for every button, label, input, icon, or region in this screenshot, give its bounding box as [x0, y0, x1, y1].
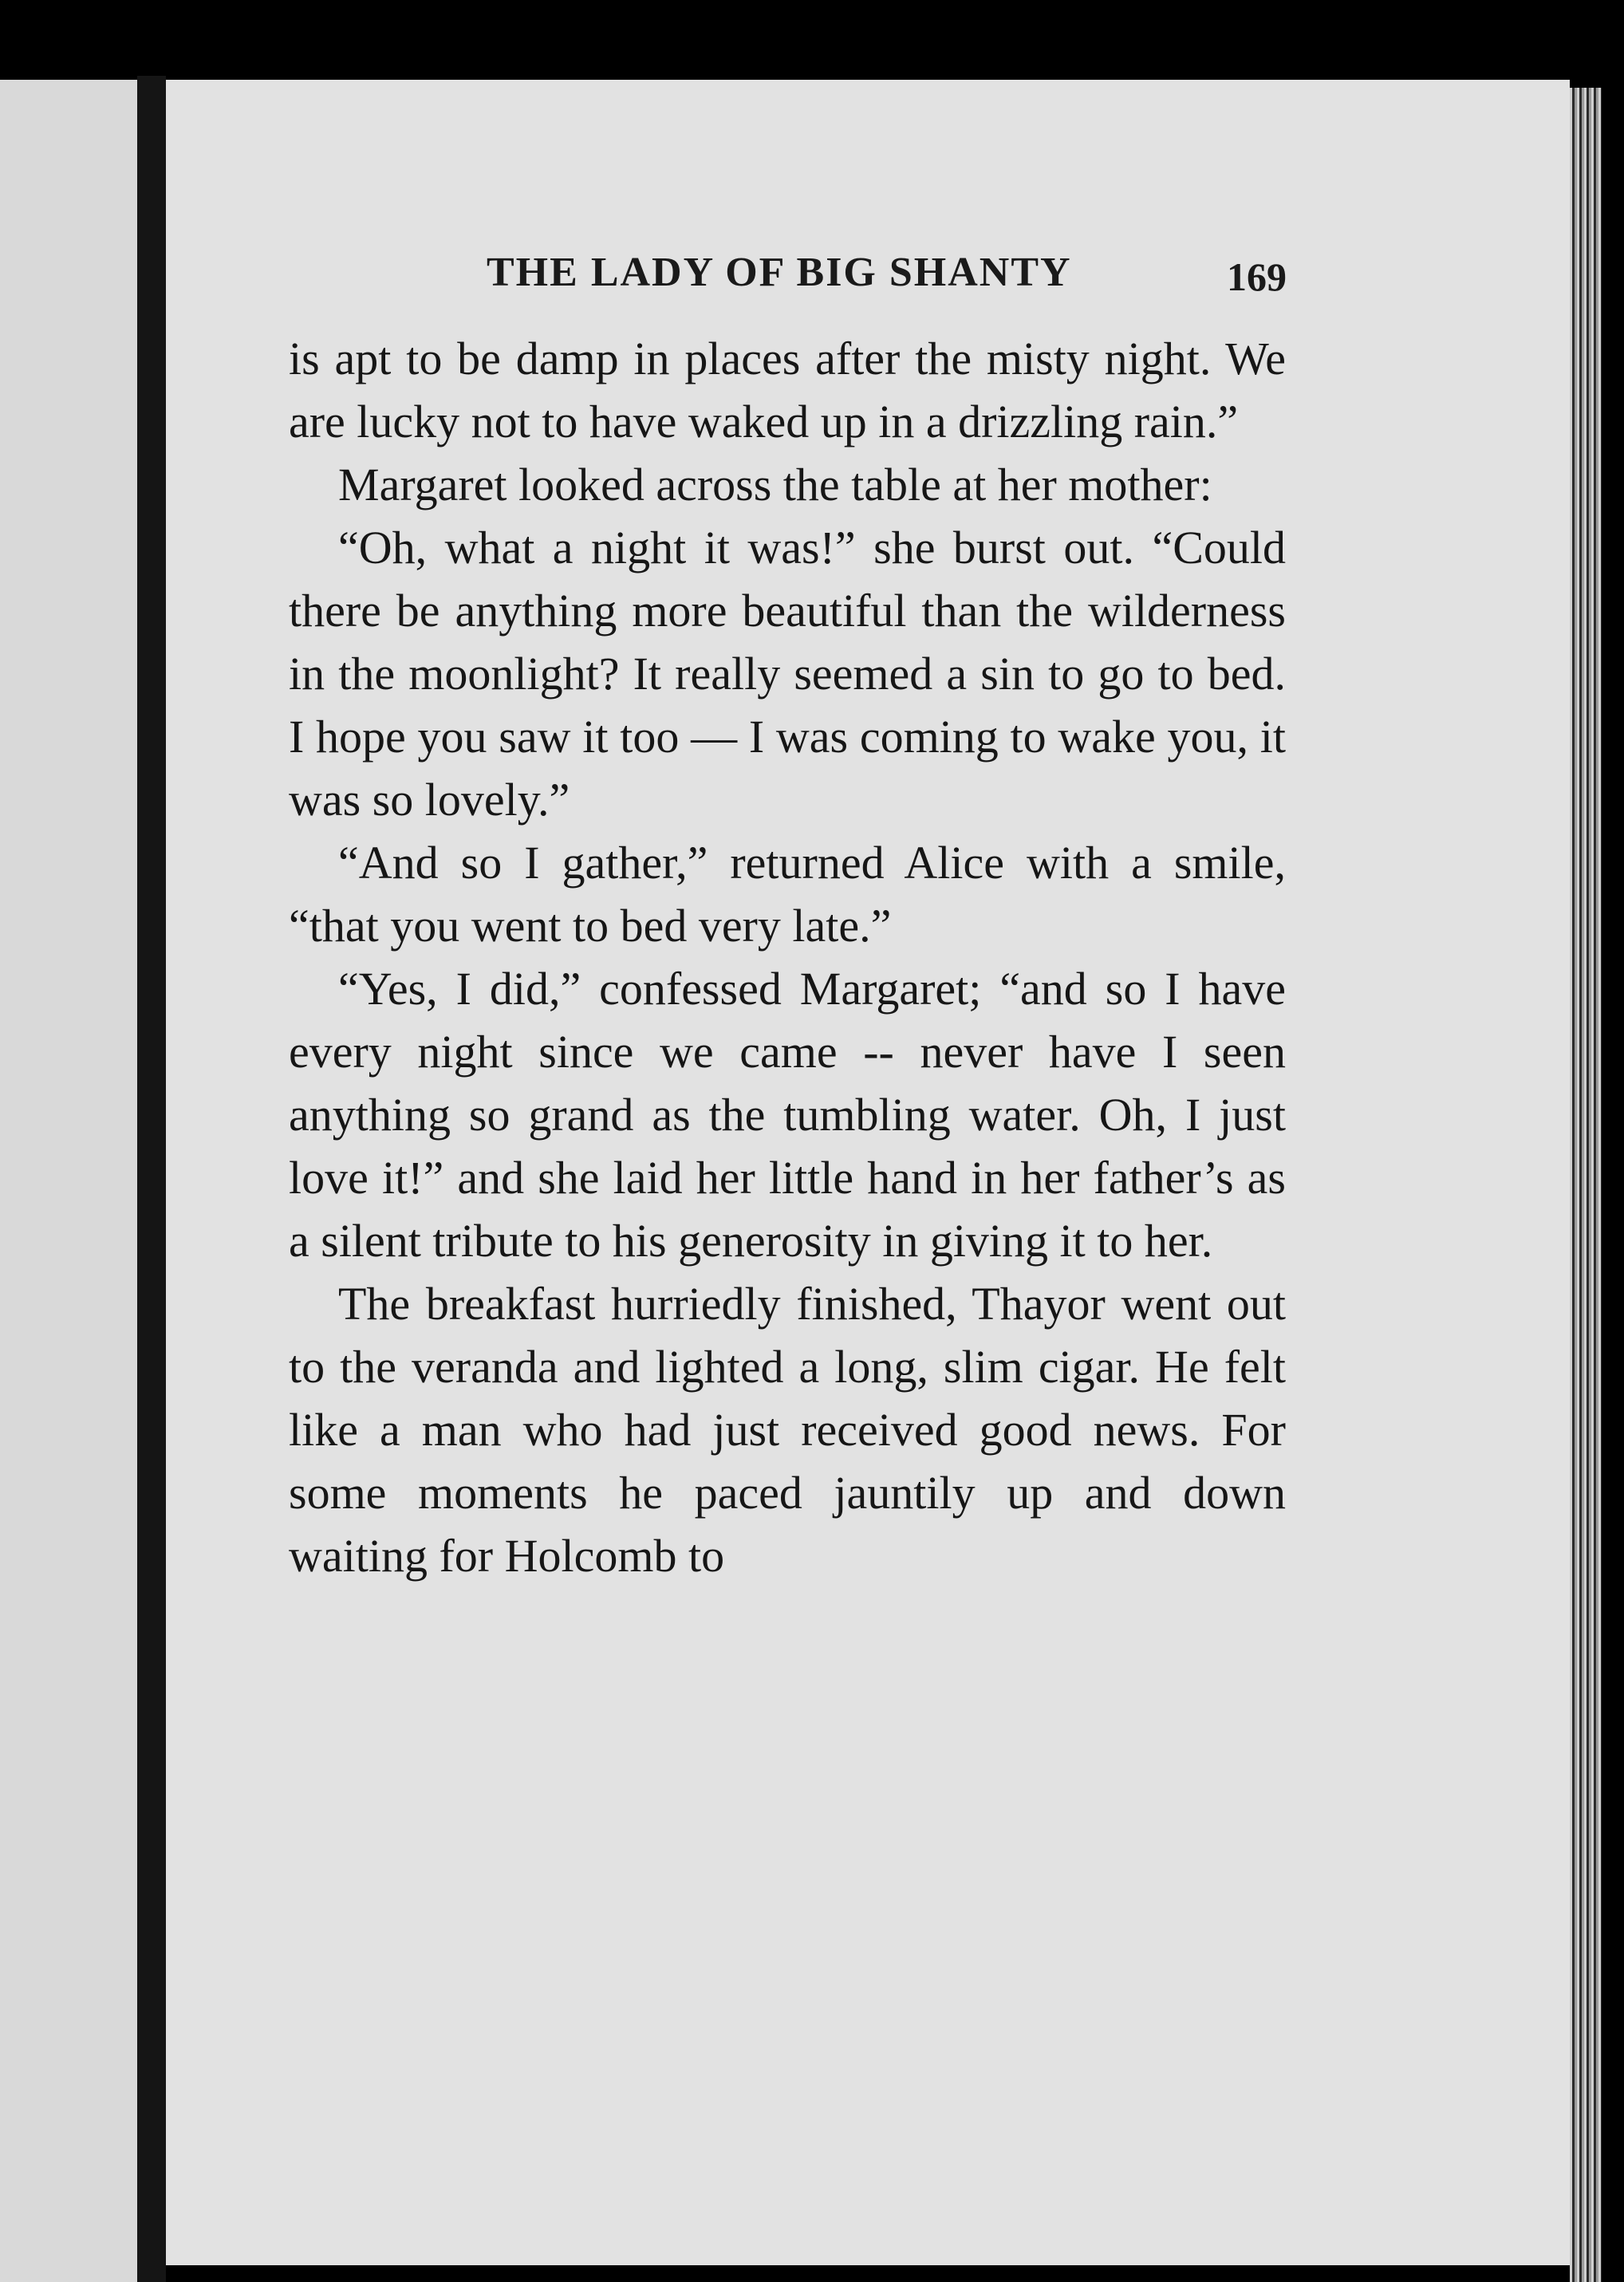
- paragraph: The breakfast hurriedly finished, Thayor went out to the veranda and lighted a long, slim cigar. He felt like a man who had just received good news. For some moments he paced jauntily up and down waiting for Holcomb to: [289, 1278, 1286, 1582]
- paragraph: Margaret looked across the table at her mother:: [338, 459, 1212, 510]
- paragraph: “Yes, I did,” confessed Margaret; “and so I have every night since we came -- never have I seen anything so grand as the tumbling water. Oh, I just love it!” and she laid her little hand in her father’s as a silent tribute to his generosity in giving it to her.: [289, 963, 1286, 1267]
- paragraph: is apt to be damp in places after the misty night. We are lucky not to have waked up in a drizzling rain.”: [289, 333, 1286, 447]
- page-number: 169: [1227, 254, 1287, 299]
- body-text: [289, 327, 1286, 1587]
- page-stack-edge: [1570, 88, 1602, 2282]
- left-page-edge: [0, 80, 137, 2282]
- paragraph: “And so I gather,” returned Alice with a smile, “that you went to bed very late.”: [289, 837, 1286, 952]
- paragraph: “Oh, what a night it was!” she burst out. “Could there be anything more beautiful than the wilderness in the moonlight? It really seemed a sin to go to bed. I hope you saw it too — I was coming to wake you, it was so lovely.”: [289, 522, 1286, 826]
- book-gutter: [137, 76, 166, 2282]
- running-head: THE LADY OF BIG SHANTY: [487, 250, 1072, 295]
- scan-border: [1602, 0, 1624, 2282]
